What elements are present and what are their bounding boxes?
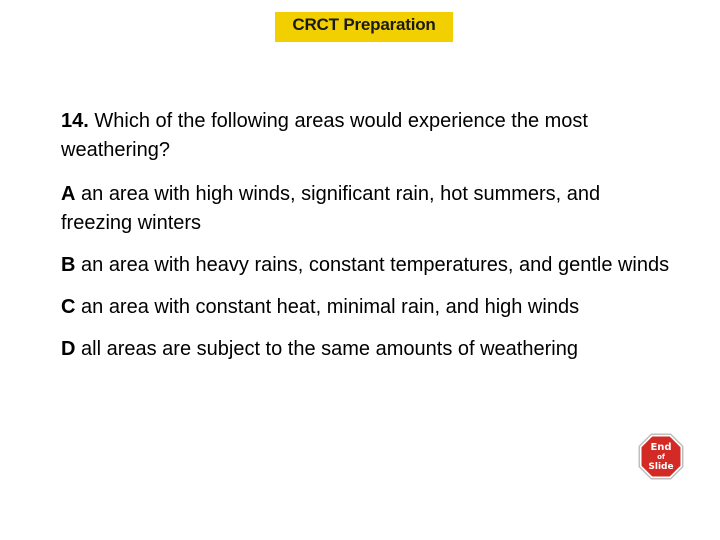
option-c	[61, 293, 671, 322]
slide-title: CRCT Preparation	[292, 15, 436, 34]
option-b	[61, 251, 671, 280]
end-sign-line2: of	[657, 453, 665, 461]
option-letter: B	[61, 254, 76, 276]
question	[61, 107, 671, 165]
question-text: Which of the following areas would experience the most weathering?	[61, 110, 588, 161]
option-letter: A	[61, 183, 76, 205]
end-sign-line3: Slide	[648, 462, 674, 472]
option-letter: C	[61, 296, 76, 318]
end-of-slide-button[interactable]	[638, 433, 684, 480]
option-d	[61, 335, 671, 364]
option-text: all areas are subject to the same amounts of weathering	[75, 338, 578, 360]
question-number: 14.	[61, 110, 89, 132]
option-a	[61, 180, 671, 238]
end-sign-line1: End	[650, 442, 672, 453]
option-text: an area with constant heat, minimal rain, and high winds	[75, 296, 580, 318]
stop-sign-icon	[638, 433, 684, 480]
option-text: an area with heavy rains, constant temperatures, and gentle winds	[75, 254, 670, 276]
option-letter: D	[61, 338, 76, 360]
question-block	[61, 107, 671, 377]
option-text: an area with high winds, significant rain, hot summers, and freezing winters	[61, 183, 601, 234]
